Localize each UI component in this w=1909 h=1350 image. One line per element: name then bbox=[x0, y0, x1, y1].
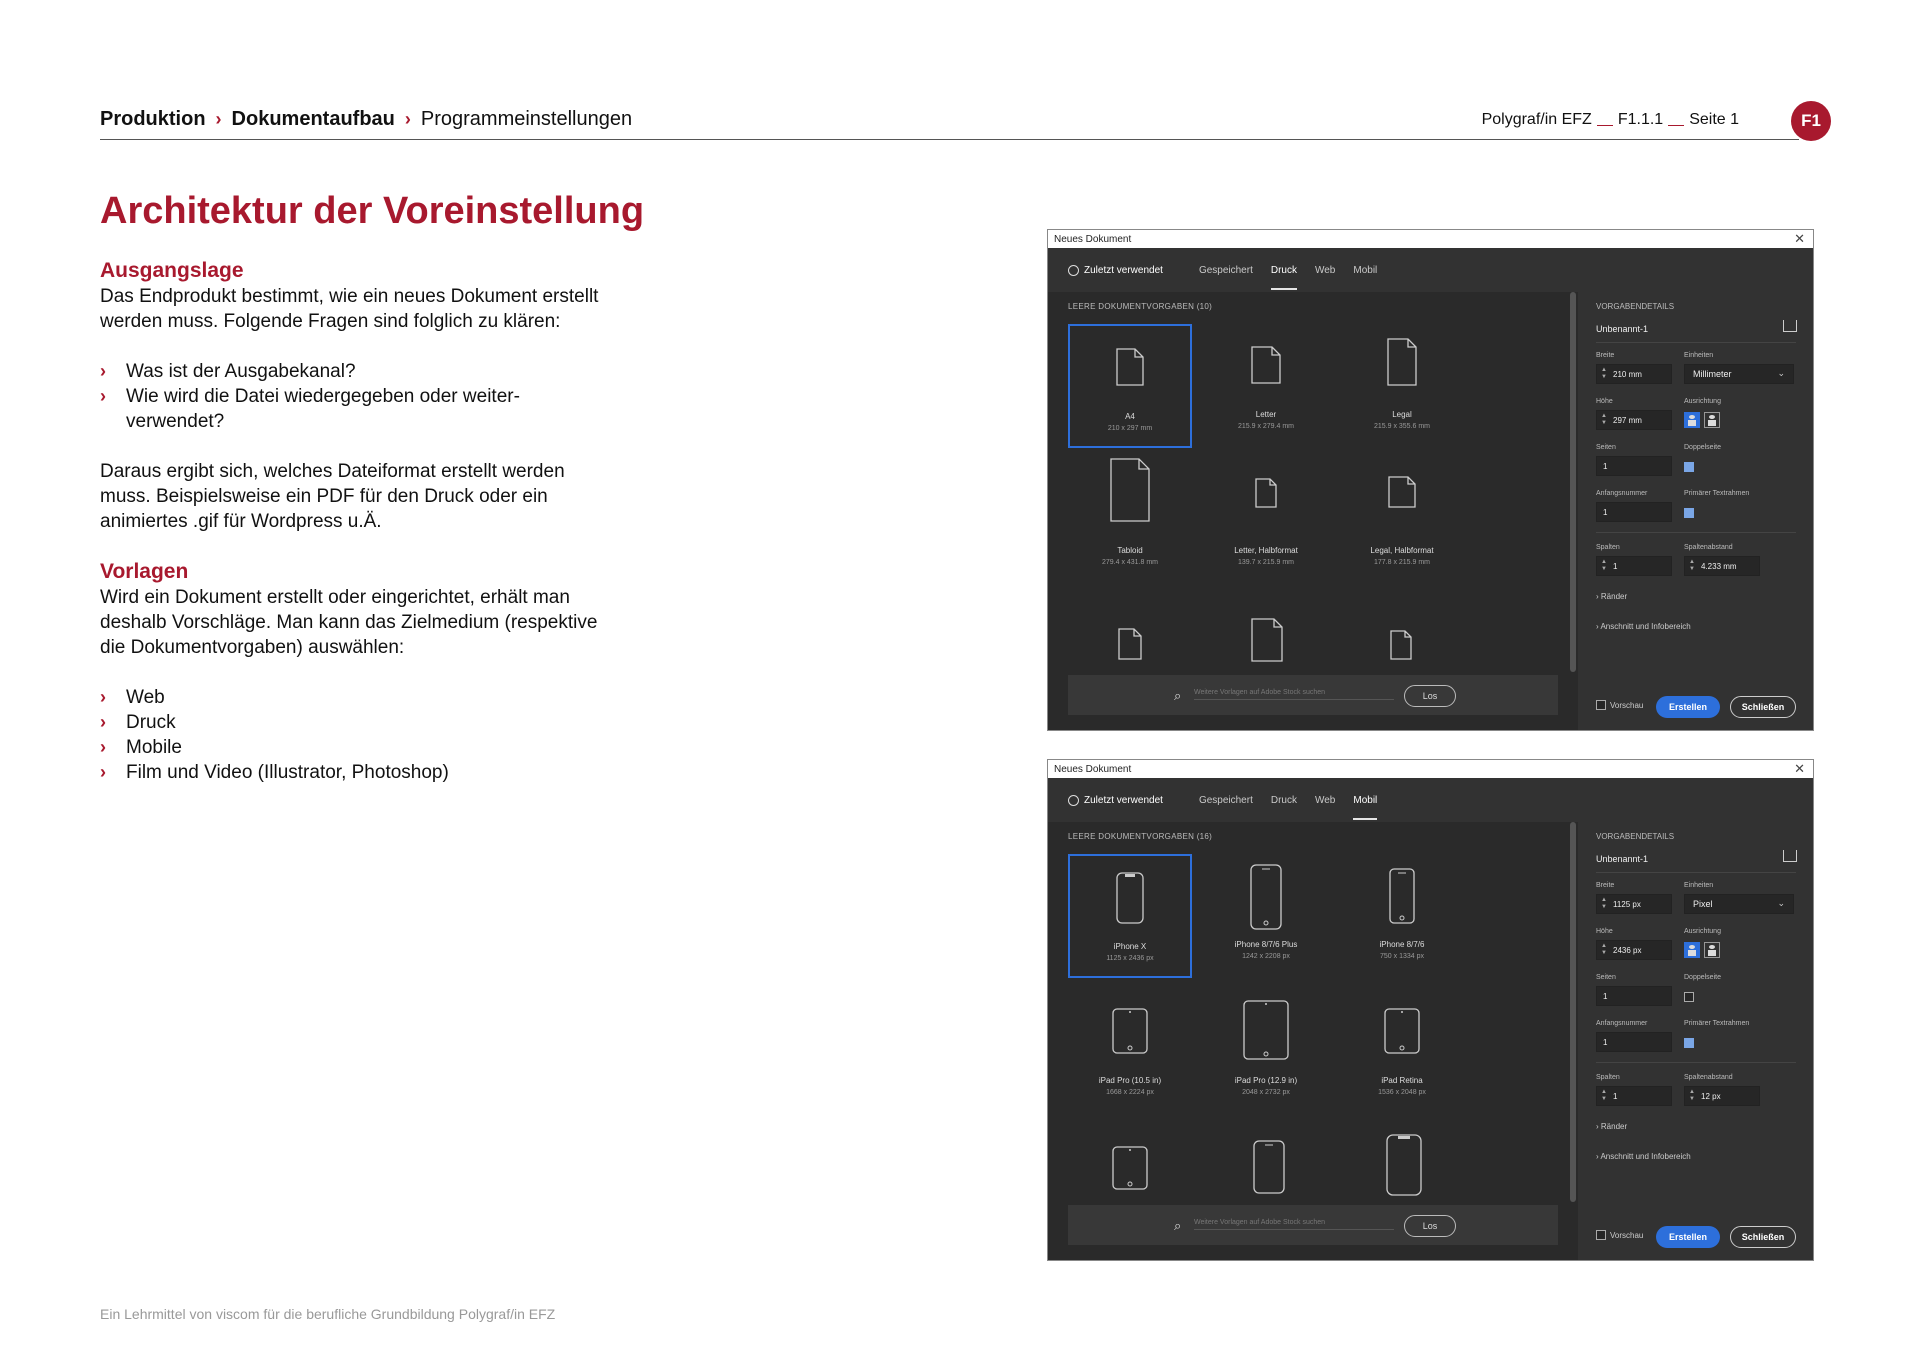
width-input[interactable]: ▲ ▼ 210 mm bbox=[1596, 364, 1672, 384]
tablet-icon bbox=[1243, 1000, 1289, 1060]
close-button[interactable]: Schließen bbox=[1730, 696, 1796, 718]
dialog-title: Neues Dokument bbox=[1054, 233, 1132, 245]
tab-saved[interactable]: Gespeichert bbox=[1198, 264, 1253, 276]
primary-text-frame-label: Primärer Textrahmen bbox=[1684, 1020, 1750, 1027]
chevron-right-icon: › bbox=[100, 762, 106, 782]
stepper-icon[interactable]: ▲ ▼ bbox=[1601, 1089, 1607, 1102]
scrollbar[interactable] bbox=[1570, 292, 1576, 672]
start-number-input[interactable]: 1 bbox=[1596, 502, 1672, 522]
chevron-down-icon: ⌄ bbox=[1777, 898, 1785, 908]
units-select[interactable]: Millimeter ⌄ bbox=[1684, 364, 1794, 384]
height-label: Höhe bbox=[1596, 398, 1613, 405]
facing-pages-label: Doppelseite bbox=[1684, 974, 1721, 981]
details-heading: VORGABENDETAILS bbox=[1596, 302, 1675, 311]
preset-tile[interactable]: iPhone 8/7/6 Plus 1242 x 2208 px bbox=[1204, 854, 1328, 978]
units-label: Einheiten bbox=[1684, 352, 1714, 359]
tab-bar bbox=[1048, 778, 1813, 822]
preset-tile[interactable]: iPad Pro (10.5 in) 1668 x 2224 px bbox=[1068, 990, 1192, 1114]
new-document-dialog-print bbox=[1047, 229, 1814, 731]
gutter-input[interactable]: ▲ ▼ 4.233 mm bbox=[1684, 556, 1760, 576]
close-icon[interactable]: ✕ bbox=[1794, 761, 1805, 776]
margins-expander[interactable]: › Ränder bbox=[1596, 592, 1628, 601]
preset-tile[interactable]: A4 210 x 297 mm bbox=[1068, 324, 1192, 448]
phone-icon bbox=[1250, 864, 1282, 930]
text-column bbox=[100, 258, 620, 810]
chevron-right-icon: › bbox=[100, 712, 106, 732]
portrait-orientation-button[interactable] bbox=[1684, 412, 1700, 428]
chevron-right-icon: › bbox=[404, 109, 411, 129]
footer-text: Ein Lehrmittel von viscom für die berufliche Grundbildung Polygraf/in EFZ bbox=[100, 1306, 556, 1322]
divider bbox=[1596, 872, 1796, 873]
columns-label: Spalten bbox=[1596, 1074, 1620, 1081]
preset-panel bbox=[1048, 292, 1578, 730]
list-item: › Druck bbox=[100, 712, 176, 733]
facing-pages-label: Doppelseite bbox=[1684, 444, 1721, 451]
details-heading: VORGABENDETAILS bbox=[1596, 832, 1675, 841]
create-button[interactable]: Erstellen bbox=[1656, 1226, 1720, 1248]
stepper-icon[interactable]: ▲ ▼ bbox=[1601, 559, 1607, 572]
preview-toggle[interactable]: Vorschau bbox=[1596, 1230, 1643, 1240]
dialog-titlebar bbox=[1048, 230, 1813, 248]
preset-tile[interactable]: Legal, Halbformat 177.8 x 215.9 mm bbox=[1340, 460, 1464, 584]
question-list bbox=[100, 359, 620, 434]
section-heading-vorlagen: Vorlagen bbox=[100, 560, 189, 583]
portrait-orientation-button[interactable] bbox=[1684, 942, 1700, 958]
pages-label: Seiten bbox=[1596, 444, 1616, 451]
start-number-label: Anfangsnummer bbox=[1596, 490, 1648, 497]
pages-input[interactable]: 1 bbox=[1596, 456, 1672, 476]
document-name-field[interactable]: Unbenannt-1 bbox=[1596, 324, 1649, 334]
document-icon bbox=[1116, 348, 1144, 386]
orientation-label: Ausrichtung bbox=[1684, 928, 1721, 935]
bleed-slug-expander[interactable]: › Anschnitt und Infobereich bbox=[1596, 1152, 1691, 1161]
clock-icon bbox=[1068, 265, 1079, 276]
stepper-icon[interactable]: ▲ ▼ bbox=[1689, 559, 1695, 572]
preset-details-panel bbox=[1584, 822, 1813, 1260]
save-preset-icon[interactable] bbox=[1783, 320, 1797, 332]
bleed-slug-expander[interactable]: › Anschnitt und Infobereich bbox=[1596, 622, 1691, 631]
tab-mobile[interactable]: Mobil bbox=[1353, 264, 1378, 276]
preset-details-panel bbox=[1584, 292, 1813, 730]
preview-checkbox[interactable] bbox=[1596, 700, 1606, 710]
height-label: Höhe bbox=[1596, 928, 1613, 935]
preset-tile[interactable]: Legal 215.9 x 355.6 mm bbox=[1340, 324, 1464, 448]
preset-panel bbox=[1048, 822, 1578, 1260]
chapter-label: F1.1.1 bbox=[1617, 111, 1664, 128]
tab-print[interactable]: Druck bbox=[1270, 264, 1297, 276]
paragraph: Das Endprodukt bestimmt, wie ein neues Dokument erstellt werden muss. Folgende Fragen sind folglich zu klären: bbox=[100, 286, 599, 332]
search-input[interactable]: Weitere Vorlagen auf Adobe Stock suchen bbox=[1194, 1219, 1394, 1230]
stock-search-bar bbox=[1068, 675, 1558, 715]
gutter-label: Spaltenabstand bbox=[1684, 1074, 1733, 1081]
page-meta bbox=[1482, 111, 1739, 129]
search-go-button[interactable]: Los bbox=[1404, 1215, 1456, 1237]
chevron-right-icon: › bbox=[100, 361, 106, 381]
document-icon bbox=[1251, 618, 1283, 662]
width-label: Breite bbox=[1596, 352, 1615, 359]
preset-tile[interactable]: iPad Retina 1536 x 2048 px bbox=[1340, 990, 1464, 1114]
facing-pages-checkbox[interactable] bbox=[1684, 462, 1694, 472]
stepper-icon[interactable]: ▲ ▼ bbox=[1689, 1089, 1695, 1102]
height-input[interactable]: ▲ ▼ 297 mm bbox=[1596, 410, 1672, 430]
columns-input[interactable]: ▲ ▼ 1 bbox=[1596, 1086, 1672, 1106]
tablet-icon bbox=[1112, 1146, 1148, 1190]
chapter-badge: F1 bbox=[1791, 101, 1831, 141]
page-title: Architektur der Voreinstellung bbox=[100, 190, 645, 232]
preview-toggle[interactable]: Vorschau bbox=[1596, 700, 1643, 710]
breadcrumb-item[interactable]: Produktion bbox=[100, 108, 206, 130]
preset-tile[interactable]: iPhone X 1125 x 2436 px bbox=[1068, 854, 1192, 978]
create-button[interactable]: Erstellen bbox=[1656, 696, 1720, 718]
close-icon[interactable]: ✕ bbox=[1794, 231, 1805, 246]
phone-icon bbox=[1389, 868, 1415, 924]
preset-tile[interactable]: iPad Pro (12.9 in) 2048 x 2732 px bbox=[1204, 990, 1328, 1114]
units-label: Einheiten bbox=[1684, 882, 1714, 889]
search-icon: ⌕ bbox=[1174, 688, 1182, 703]
units-select[interactable]: Pixel ⌄ bbox=[1684, 894, 1794, 914]
document-icon bbox=[1255, 478, 1277, 508]
course-label: Polygraf/in EFZ bbox=[1481, 111, 1592, 128]
clock-icon bbox=[1068, 795, 1079, 806]
stepper-icon[interactable]: ▲ ▼ bbox=[1601, 943, 1607, 956]
document-icon bbox=[1251, 346, 1281, 384]
chevron-right-icon: › bbox=[100, 737, 106, 757]
list-item: › Wie wird die Datei wiedergegeben oder weiter- verwendet? bbox=[100, 386, 520, 432]
chevron-down-icon: ⌄ bbox=[1777, 368, 1785, 378]
chevron-right-icon: › bbox=[100, 687, 106, 707]
preset-section-label: LEERE DOKUMENTVORGABEN (10) bbox=[1068, 302, 1213, 311]
document-icon bbox=[1388, 476, 1416, 508]
page-number: Seite 1 bbox=[1689, 111, 1739, 128]
height-input[interactable]: ▲ ▼ 2436 px bbox=[1596, 940, 1672, 960]
divider bbox=[1596, 342, 1796, 343]
breadcrumb-item[interactable]: Dokumentaufbau bbox=[231, 108, 395, 130]
start-number-input[interactable]: 1 bbox=[1596, 1032, 1672, 1052]
preset-tile[interactable]: Tabloid 279.4 x 431.8 mm bbox=[1068, 460, 1192, 584]
separator bbox=[1597, 125, 1613, 126]
tab-recent[interactable]: Zuletzt verwendet bbox=[1068, 265, 1181, 276]
chevron-right-icon: › bbox=[100, 386, 106, 406]
preset-section-label: LEERE DOKUMENTVORGABEN (16) bbox=[1068, 832, 1213, 841]
columns-label: Spalten bbox=[1596, 544, 1620, 551]
phone-icon bbox=[1116, 872, 1144, 924]
document-icon bbox=[1110, 458, 1150, 522]
primary-text-frame-checkbox[interactable] bbox=[1684, 1038, 1694, 1048]
dialog-title: Neues Dokument bbox=[1054, 763, 1132, 775]
tab-saved[interactable]: Gespeichert bbox=[1198, 794, 1253, 806]
search-icon: ⌕ bbox=[1174, 1218, 1182, 1233]
new-document-dialog-mobile bbox=[1047, 759, 1814, 1261]
width-input[interactable]: ▲ ▼ 1125 px bbox=[1596, 894, 1672, 914]
landscape-orientation-button[interactable] bbox=[1704, 942, 1720, 958]
tablet-icon bbox=[1112, 1008, 1148, 1054]
pages-label: Seiten bbox=[1596, 974, 1616, 981]
separator bbox=[1668, 125, 1684, 126]
document-icon bbox=[1390, 630, 1412, 660]
stepper-icon[interactable]: ▲ ▼ bbox=[1601, 367, 1607, 380]
paragraph: Daraus ergibt sich, welches Dateiformat erstellt werden muss. Beispielsweise ein PDF für den Druck oder ein animiertes .gif für Wordpress u.Ä. bbox=[100, 461, 565, 532]
close-button[interactable]: Schließen bbox=[1730, 1226, 1796, 1248]
divider bbox=[1596, 1062, 1796, 1063]
orientation-label: Ausrichtung bbox=[1684, 398, 1721, 405]
preview-checkbox[interactable] bbox=[1596, 1230, 1606, 1240]
breadcrumb bbox=[100, 108, 632, 131]
preset-tile[interactable]: Letter, Halbformat 139.7 x 215.9 mm bbox=[1204, 460, 1328, 584]
phone-icon bbox=[1386, 1134, 1422, 1196]
document-icon bbox=[1387, 338, 1417, 386]
tab-bar bbox=[1048, 248, 1813, 292]
tablet-icon bbox=[1384, 1008, 1420, 1054]
stock-search-bar bbox=[1068, 1205, 1558, 1245]
tab-recent[interactable]: Zuletzt verwendet bbox=[1068, 795, 1181, 806]
gutter-input[interactable]: ▲ ▼ 12 px bbox=[1684, 1086, 1760, 1106]
scrollbar[interactable] bbox=[1570, 822, 1576, 1202]
document-name-field[interactable]: Unbenannt-1 bbox=[1596, 854, 1649, 864]
save-preset-icon[interactable] bbox=[1783, 850, 1797, 862]
preset-tile[interactable]: Letter 215.9 x 279.4 mm bbox=[1204, 324, 1328, 448]
breadcrumb-item[interactable]: Programmeinstellungen bbox=[420, 108, 633, 130]
divider bbox=[1596, 532, 1796, 533]
width-label: Breite bbox=[1596, 882, 1615, 889]
list-item: › Was ist der Ausgabekanal? bbox=[100, 361, 356, 382]
primary-text-frame-checkbox[interactable] bbox=[1684, 508, 1694, 518]
header-divider bbox=[100, 139, 1799, 140]
start-number-label: Anfangsnummer bbox=[1596, 1020, 1648, 1027]
section-heading-ausgangslage: Ausgangslage bbox=[100, 259, 244, 282]
document-icon bbox=[1118, 628, 1142, 660]
search-input[interactable]: Weitere Vorlagen auf Adobe Stock suchen bbox=[1194, 689, 1394, 700]
search-go-button[interactable]: Los bbox=[1404, 685, 1456, 707]
preset-tile[interactable]: iPhone 8/7/6 750 x 1334 px bbox=[1340, 854, 1464, 978]
dialog-titlebar bbox=[1048, 760, 1813, 778]
tab-print[interactable]: Druck bbox=[1270, 794, 1297, 806]
phone-icon bbox=[1253, 1140, 1285, 1194]
facing-pages-checkbox[interactable] bbox=[1684, 992, 1694, 1002]
margins-expander[interactable]: › Ränder bbox=[1596, 1122, 1628, 1131]
columns-input[interactable]: ▲ ▼ 1 bbox=[1596, 556, 1672, 576]
landscape-orientation-button[interactable] bbox=[1704, 412, 1720, 428]
chevron-right-icon: › bbox=[215, 109, 222, 129]
tab-web[interactable]: Web bbox=[1314, 794, 1336, 806]
tab-mobile[interactable]: Mobil bbox=[1353, 794, 1378, 806]
stepper-icon[interactable]: ▲ ▼ bbox=[1601, 897, 1607, 910]
primary-text-frame-label: Primärer Textrahmen bbox=[1684, 490, 1750, 497]
pages-input[interactable]: 1 bbox=[1596, 986, 1672, 1006]
medium-list bbox=[100, 685, 620, 785]
paragraph: Wird ein Dokument erstellt oder eingerichtet, erhält man deshalb Vorschläge. Man kann das Zielmedium (respektive die Dokumentvorgaben) auswählen: bbox=[100, 587, 598, 658]
stepper-icon[interactable]: ▲ ▼ bbox=[1601, 413, 1607, 426]
list-item: › Web bbox=[100, 687, 165, 708]
list-item: › Mobile bbox=[100, 737, 182, 758]
gutter-label: Spaltenabstand bbox=[1684, 544, 1733, 551]
list-item: › Film und Video (Illustrator, Photoshop) bbox=[100, 762, 449, 783]
tab-web[interactable]: Web bbox=[1314, 264, 1336, 276]
